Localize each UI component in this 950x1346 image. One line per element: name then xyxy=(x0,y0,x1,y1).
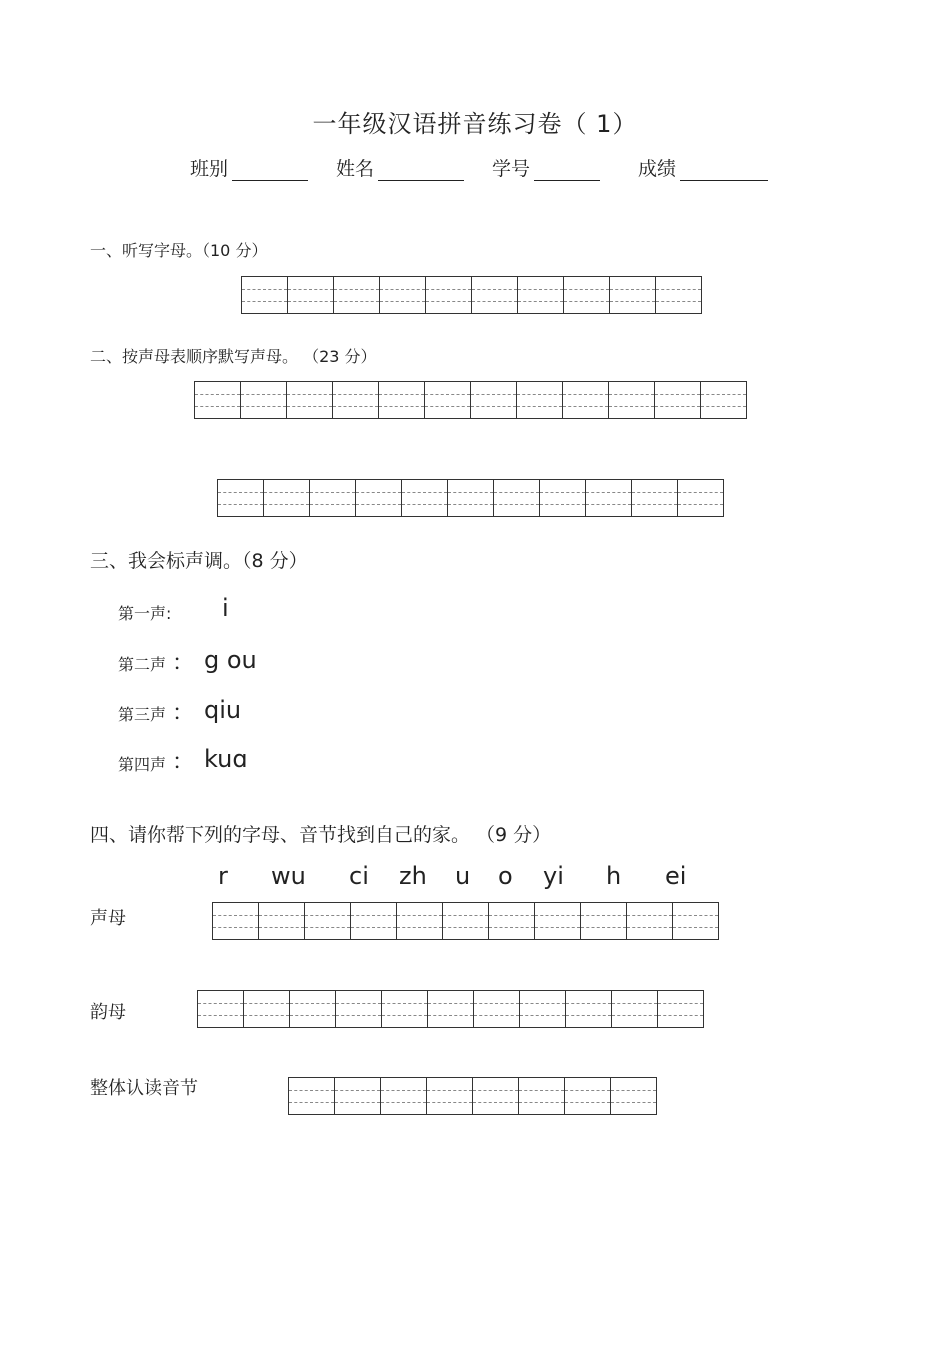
writing-grid-whole-syllables[interactable] xyxy=(288,1077,657,1115)
score-blank[interactable] xyxy=(680,160,768,181)
writing-cell[interactable] xyxy=(335,1077,381,1115)
writing-cell[interactable] xyxy=(609,381,655,419)
syllable[interactable]: zh xyxy=(399,862,427,890)
writing-cell[interactable] xyxy=(259,902,305,940)
writing-cell[interactable] xyxy=(241,381,287,419)
writing-grid-s2-row2[interactable] xyxy=(217,479,724,517)
writing-cell[interactable] xyxy=(581,902,627,940)
writing-cell[interactable] xyxy=(494,479,540,517)
writing-cell[interactable] xyxy=(448,479,494,517)
writing-cell[interactable] xyxy=(566,990,612,1028)
tone-4-colon: ： xyxy=(172,750,195,775)
writing-cell[interactable] xyxy=(655,381,701,419)
syllable-list xyxy=(0,862,950,896)
writing-cell[interactable] xyxy=(379,381,425,419)
writing-cell[interactable] xyxy=(612,990,658,1028)
writing-cell[interactable] xyxy=(351,902,397,940)
writing-cell[interactable] xyxy=(472,276,518,314)
name-field xyxy=(336,154,464,181)
writing-cell[interactable] xyxy=(520,990,566,1028)
writing-cell[interactable] xyxy=(658,990,704,1028)
writing-cell[interactable] xyxy=(402,479,448,517)
class-blank[interactable] xyxy=(232,160,308,181)
writing-cell[interactable] xyxy=(264,479,310,517)
writing-cell[interactable] xyxy=(287,381,333,419)
class-label: 班别 xyxy=(190,158,229,180)
writing-cell[interactable] xyxy=(289,1077,335,1115)
score-label: 成绩 xyxy=(638,158,677,180)
syllable[interactable]: ci xyxy=(349,862,369,890)
writing-cell[interactable] xyxy=(428,990,474,1028)
writing-cell[interactable] xyxy=(290,990,336,1028)
name-label: 姓名 xyxy=(336,158,375,180)
tone-4-label: 第四声 xyxy=(118,755,167,774)
writing-cell[interactable] xyxy=(334,276,380,314)
writing-cell[interactable] xyxy=(471,381,517,419)
writing-cell[interactable] xyxy=(242,276,288,314)
writing-grid-initials[interactable] xyxy=(212,902,719,940)
section-4-heading: 四、请你帮下列的字母、音节找到自己的家。 （9 分） xyxy=(90,824,552,846)
writing-cell[interactable] xyxy=(288,276,334,314)
section-2-heading: 二、按声母表顺序默写声母。 （23 分） xyxy=(90,347,377,366)
writing-cell[interactable] xyxy=(356,479,402,517)
finals-label: 韵母 xyxy=(90,1002,126,1023)
syllable[interactable]: o xyxy=(498,862,513,890)
writing-cell[interactable] xyxy=(540,479,586,517)
writing-grid-s1[interactable] xyxy=(241,276,702,314)
writing-cell[interactable] xyxy=(678,479,724,517)
student-number-label: 学号 xyxy=(492,158,531,180)
class-field xyxy=(190,154,308,181)
writing-cell[interactable] xyxy=(333,381,379,419)
writing-cell[interactable] xyxy=(381,1077,427,1115)
tone-2-word: g ou xyxy=(204,646,257,674)
writing-cell[interactable] xyxy=(244,990,290,1028)
tone-3-colon: ： xyxy=(172,701,195,726)
syllable[interactable]: yi xyxy=(543,862,564,890)
writing-cell[interactable] xyxy=(195,381,241,419)
tone-4-word: kuɑ xyxy=(204,745,248,773)
writing-cell[interactable] xyxy=(213,902,259,940)
writing-cell[interactable] xyxy=(518,276,564,314)
writing-cell[interactable] xyxy=(565,1077,611,1115)
writing-cell[interactable] xyxy=(425,381,471,419)
writing-cell[interactable] xyxy=(310,479,356,517)
writing-cell[interactable] xyxy=(427,1077,473,1115)
writing-cell[interactable] xyxy=(305,902,351,940)
writing-cell[interactable] xyxy=(380,276,426,314)
syllable[interactable]: r xyxy=(218,862,228,890)
whole-syllables-label: 整体认读音节 xyxy=(90,1078,198,1099)
writing-cell[interactable] xyxy=(473,1077,519,1115)
page-title: 一年级汉语拼音练习卷（ 1） xyxy=(312,110,638,138)
writing-cell[interactable] xyxy=(517,381,563,419)
score-field xyxy=(638,154,768,181)
writing-cell[interactable] xyxy=(535,902,581,940)
writing-cell[interactable] xyxy=(218,479,264,517)
initials-label: 声母 xyxy=(90,908,126,929)
tone-2-label: 第二声 xyxy=(118,655,167,674)
writing-cell[interactable] xyxy=(632,479,678,517)
tone-1-word: i xyxy=(222,594,229,622)
tone-3-word: qiu xyxy=(204,696,242,724)
writing-cell[interactable] xyxy=(426,276,472,314)
syllable[interactable]: h xyxy=(606,862,622,890)
writing-cell[interactable] xyxy=(519,1077,565,1115)
writing-cell[interactable] xyxy=(701,381,747,419)
writing-cell[interactable] xyxy=(627,902,673,940)
writing-cell[interactable] xyxy=(611,1077,657,1115)
tone-1-label: 第一声: xyxy=(118,604,172,623)
writing-cell[interactable] xyxy=(443,902,489,940)
writing-cell[interactable] xyxy=(382,990,428,1028)
syllable[interactable]: ei xyxy=(665,862,687,890)
tone-3-label: 第三声 xyxy=(118,705,167,724)
name-blank[interactable] xyxy=(378,160,464,181)
syllable[interactable]: wu xyxy=(271,862,306,890)
writing-cell[interactable] xyxy=(564,276,610,314)
writing-cell[interactable] xyxy=(673,902,719,940)
section-3-heading: 三、我会标声调。（8 分） xyxy=(90,550,308,572)
writing-cell[interactable] xyxy=(586,479,632,517)
writing-cell[interactable] xyxy=(336,990,382,1028)
writing-cell[interactable] xyxy=(198,990,244,1028)
student-number-blank[interactable] xyxy=(534,160,600,181)
writing-grid-finals[interactable] xyxy=(197,990,704,1028)
syllable[interactable]: u xyxy=(455,862,471,890)
student-number-field xyxy=(492,154,600,181)
writing-grid-s2-row1[interactable] xyxy=(194,381,747,419)
writing-cell[interactable] xyxy=(489,902,535,940)
tone-2-colon: ： xyxy=(172,651,195,676)
writing-cell[interactable] xyxy=(656,276,702,314)
section-1-heading: 一、听写字母。（10 分） xyxy=(90,241,268,260)
writing-cell[interactable] xyxy=(610,276,656,314)
writing-cell[interactable] xyxy=(563,381,609,419)
writing-cell[interactable] xyxy=(397,902,443,940)
writing-cell[interactable] xyxy=(474,990,520,1028)
